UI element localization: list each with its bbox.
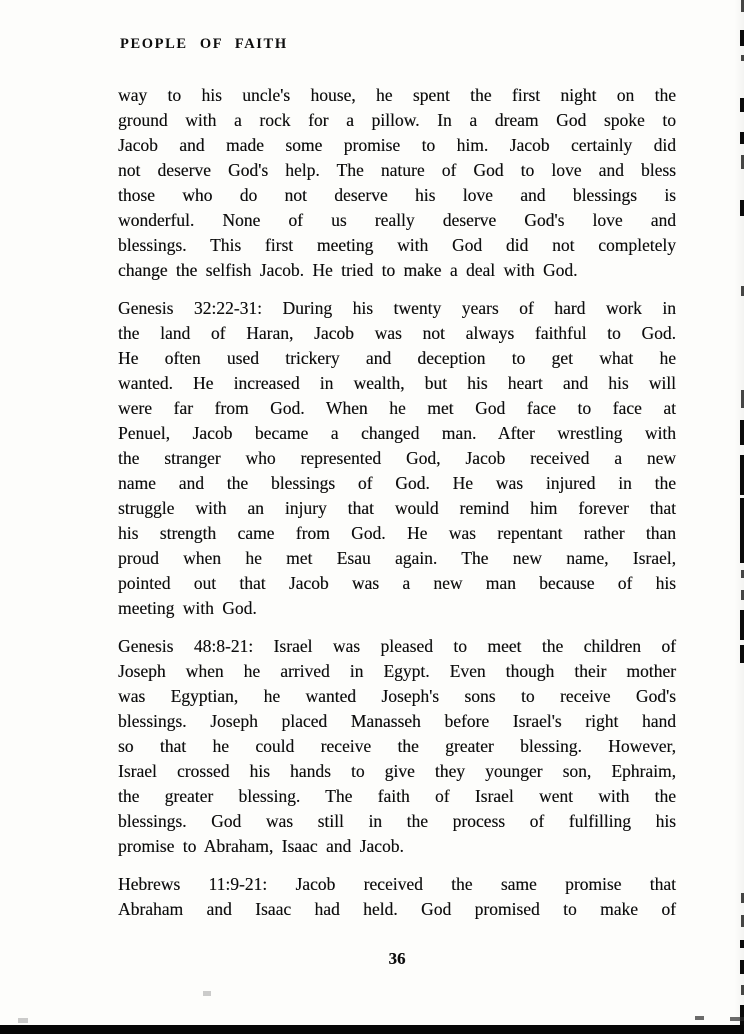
scan-artifact-edge-mark [740, 498, 744, 563]
text-line: Genesis 32:22-31: During his twenty years of hard work in [118, 298, 676, 318]
scan-artifact-edge-mark [740, 610, 744, 640]
scan-artifact-speck [695, 1016, 704, 1020]
text-line: change the selfish Jacob. He tried to make a deal with God. [118, 260, 578, 280]
text-line: Genesis 48:8-21: Israel was pleased to meet the children of [118, 636, 676, 656]
text-line: those who do not deserve his love and blessings is [118, 185, 676, 205]
text-line: He often used trickery and deception to get what he [118, 348, 676, 368]
page-number: 36 [388, 949, 406, 968]
scan-artifact-edge-mark [740, 1005, 744, 1025]
text-line: ground with a rock for a pillow. In a dream God spoke to [118, 110, 676, 130]
scan-artifact-edge-mark [740, 132, 744, 144]
text-line: promise to Abraham, Isaac and Jacob. [118, 836, 404, 856]
scan-artifact-edge-mark [740, 455, 744, 495]
text-line: not deserve God's help. The nature of God to love and bless [118, 160, 676, 180]
scan-artifact-edge-mark [740, 30, 744, 46]
text-line: Jacob and made some promise to him. Jacob certainly did [118, 135, 676, 155]
text-line: meeting with God. [118, 598, 257, 618]
text-line: blessings. This first meeting with God did not completely [118, 235, 676, 255]
text-line: was Egyptian, he wanted Joseph's sons to receive God's [118, 686, 676, 706]
scan-artifact-speck [730, 1017, 744, 1021]
text-line: blessings. Joseph placed Manasseh before Israel's right hand [118, 711, 676, 731]
scan-artifact-bottom-bar [0, 1025, 744, 1034]
text-line: Hebrews 11:9-21: Jacob received the same promise that [118, 874, 676, 894]
text-line: so that he could receive the greater blessing. However, [118, 736, 676, 756]
scan-artifact-edge-mark [740, 645, 744, 663]
scan-artifact-edge-mark [740, 200, 744, 216]
text-line: struggle with an injury that would remind him forever that [118, 498, 676, 518]
scan-artifact-speck [203, 991, 211, 996]
paragraph [118, 872, 676, 922]
text-line: pointed out that Jacob was a new man because of his [118, 573, 676, 593]
text-block [118, 83, 676, 922]
text-line: the stranger who represented God, Jacob received a new [118, 448, 676, 468]
scan-artifact-edge-mark [740, 960, 744, 974]
text-line: Israel crossed his hands to give they younger son, Ephraim, [118, 761, 676, 781]
scan-artifact-edge-mark [740, 420, 744, 445]
text-line: his strength came from God. He was repentant rather than [118, 523, 676, 543]
paragraph [118, 83, 676, 283]
text-line: wonderful. None of us really deserve God's love and [118, 210, 676, 230]
scan-artifact-speck [18, 1018, 28, 1023]
paragraph [118, 634, 676, 859]
text-line: the land of Haran, Jacob was not always faithful to God. [118, 323, 676, 343]
text-line: way to his uncle's house, he spent the first night on the [118, 85, 676, 105]
text-line: wanted. He increased in wealth, but his heart and his will [118, 373, 676, 393]
scan-artifact-edge-mark [740, 98, 744, 112]
text-line: Abraham and Isaac had held. God promised to make of [118, 899, 676, 919]
text-line: Joseph when he arrived in Egypt. Even though their mother [118, 661, 676, 681]
paragraph [118, 296, 676, 621]
text-line: Penuel, Jacob became a changed man. After wrestling with [118, 423, 676, 443]
text-column [118, 36, 676, 969]
scan-artifact-edge-mark [740, 940, 744, 948]
text-line: were far from God. When he met God face to face at [118, 398, 676, 418]
text-line: name and the blessings of God. He was injured in the [118, 473, 676, 493]
text-line: blessings. God was still in the process of fulfilling his [118, 811, 676, 831]
text-line: the greater blessing. The faith of Israel went with the [118, 786, 676, 806]
running-header: PEOPLE OF FAITH [120, 36, 288, 52]
text-line: proud when he met Esau again. The new name, Israel, [118, 548, 676, 568]
